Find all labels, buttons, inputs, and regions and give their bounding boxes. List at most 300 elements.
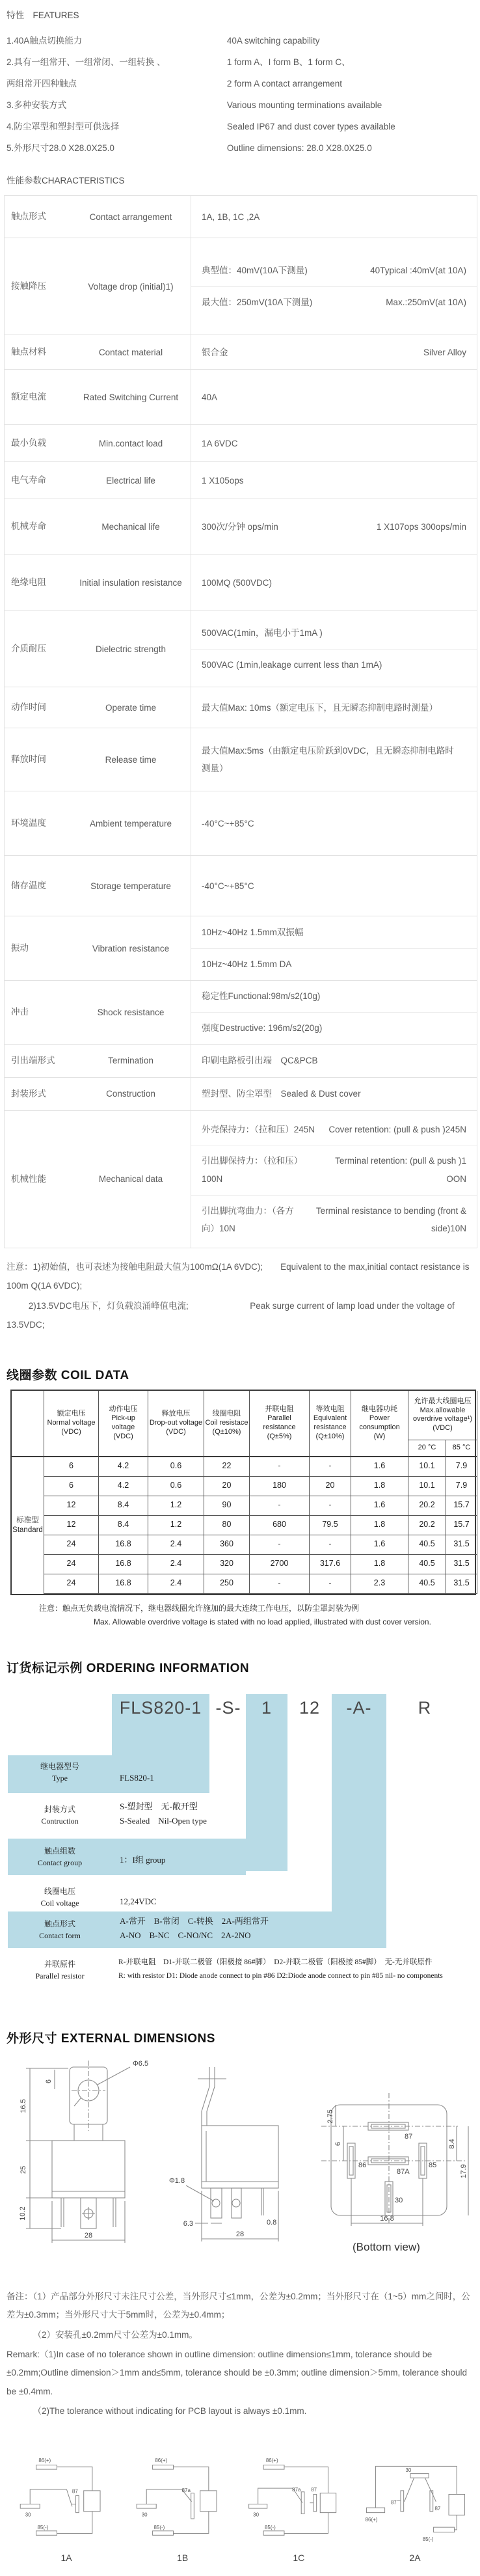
terminal-30-label: 30 — [141, 2512, 148, 2518]
characteristics-row — [5, 499, 477, 555]
characteristic-value-line — [191, 871, 477, 902]
coil-cell-normal-voltage: 24 — [44, 1535, 99, 1555]
coil-cell-parallel-resistance: - — [250, 1457, 310, 1477]
characteristic-value — [191, 196, 477, 238]
characteristics-table — [4, 195, 477, 1248]
feature-item-zh: 5.外形尺寸28.0 X28.0X25.0 — [7, 143, 114, 154]
ordering-label-construction — [10, 1803, 109, 1827]
coil-cell-max-85c: 7.9 — [446, 1477, 477, 1496]
dimensions-heading: 外形尺寸 EXTERNAL DIMENSIONS — [7, 2031, 215, 2046]
coil-cell-max-85c: 7.9 — [446, 1457, 477, 1477]
characteristic-label-zh: 电气寿命 — [11, 475, 46, 486]
characteristic-value — [191, 238, 477, 335]
characteristic-value-line — [191, 618, 477, 649]
coil-cell-power-consumption: 1.8 — [351, 1555, 408, 1574]
characteristic-value-line — [191, 981, 477, 1012]
ordering-value-parallel — [118, 1956, 475, 1982]
dim-8-4-label: 8.4 — [448, 2139, 456, 2149]
value-en: Terminal resistance to bending (front & side)10N — [315, 1205, 466, 1234]
wiring-diagram-2a-svg — [358, 2450, 472, 2548]
label-zh: 触点组数 — [44, 1846, 75, 1856]
characteristic-label — [5, 1111, 191, 1248]
label-en: Coil voltage — [40, 1898, 79, 1908]
characteristic-label-zh: 储存温度 — [11, 881, 46, 891]
feature-item-zh: 4.防尘罩型和塑封型可供选择 — [7, 122, 120, 132]
characteristic-label — [5, 611, 191, 687]
value-en: R: with resistor D1: Diode anode connect to pin #86 D2:Diode anode connect to pin #85 nil- no components — [118, 1971, 443, 1980]
feature-item-zh: 1.40A触点切换能力 — [7, 36, 83, 46]
characteristic-label-zh: 绝缘电阻 — [11, 577, 46, 588]
note-line: 注意：1)初始值，也可表述为接触电阻最大值为100mΩ(1A 6VDC); Equivalent to the max,initial contact resistance is 100m Q(1A 6VDC); — [7, 1261, 470, 1291]
label-zh: 触点形式 — [44, 1919, 75, 1928]
characteristic-label-zh: 额定电流 — [11, 392, 46, 402]
coil-cell-parallel-resistance: - — [250, 1574, 310, 1594]
characteristics-row — [5, 856, 477, 916]
value-zh: 最大值：250mV(10A下测量) — [202, 297, 313, 307]
group-en: Standard — [12, 1526, 43, 1534]
coil-cell-equivalent-resistance: 20 — [310, 1477, 351, 1496]
characteristic-value-line — [191, 735, 477, 784]
header-en: Equivalent resistance — [313, 1414, 347, 1431]
bottom-view-drawing — [321, 2093, 468, 2226]
characteristic-label — [5, 499, 191, 554]
characteristic-label-zh: 振动 — [11, 943, 29, 953]
label-en: Type — [52, 1773, 68, 1783]
feature-item-zh: 2.具有一组常开、一组常闭、一组转换 、 — [7, 57, 166, 68]
characteristic-value-line — [191, 568, 477, 599]
coil-cell-power-consumption: 1.8 — [351, 1477, 408, 1496]
characteristic-value-line — [191, 382, 477, 413]
terminal-86-label: 86(+) — [38, 2458, 51, 2464]
wiring-diagram-2a — [358, 2450, 472, 2563]
coil-cell-max-85c: 31.5 — [446, 1574, 477, 1594]
contact-87-left-label: 87 — [390, 2499, 397, 2506]
wiring-diagrams-section — [9, 2450, 472, 2563]
coil-cell-max-85c: 15.7 — [446, 1496, 477, 1516]
characteristics-heading: 性能参数CHARACTERISTICS — [7, 176, 125, 186]
front-view-labels — [19, 2060, 148, 2240]
characteristic-value-line — [191, 1114, 477, 1145]
dim-hole-label: Φ6.5 — [133, 2059, 149, 2068]
characteristic-value — [191, 335, 477, 369]
feature-item-zh: 两组常开四种触点 — [7, 79, 77, 89]
wiring-caption-1c: 1C — [293, 2553, 305, 2564]
ordering-value-type: FLS820-1 — [120, 1772, 154, 1783]
characteristic-label-en: Storage temperature — [90, 881, 171, 891]
ordering-heading: 订货标记示例 ORDERING INFORMATION — [7, 1661, 250, 1675]
feature-item-en: Various mounting terminations available — [226, 100, 382, 111]
pin-87-label: 87 — [405, 2132, 413, 2141]
feature-item-zh: 3.多种安装方式 — [7, 100, 67, 111]
coil-cell-max-20c: 20.2 — [408, 1516, 446, 1535]
characteristic-label-en: Release time — [105, 754, 157, 765]
code-segment-construction: -S- — [215, 1697, 241, 1718]
characteristic-label-en: Contact material — [98, 347, 163, 357]
label-en: Contruction — [41, 1816, 79, 1826]
dim-16-8-label: 16.8 — [380, 2214, 394, 2223]
characteristic-label — [5, 916, 191, 980]
characteristics-row — [5, 981, 477, 1044]
characteristic-label — [5, 238, 191, 335]
label-zh: 继电器型号 — [40, 1761, 79, 1771]
label-en: Contact group — [37, 1857, 83, 1867]
dim-17-9-label: 17.9 — [460, 2164, 468, 2178]
ordering-label-parallel — [10, 1958, 109, 1982]
coil-cell-max-20c: 40.5 — [408, 1535, 446, 1555]
value-zh: -40°C~+85°C — [202, 881, 254, 891]
characteristic-label — [5, 1045, 191, 1077]
coil-header-parallel-resistance — [250, 1391, 310, 1457]
value-en: 40Typical :40mV(at 10A) — [370, 266, 466, 276]
dim-2-75-label: 2.75 — [327, 2109, 334, 2124]
characteristic-label — [5, 728, 191, 791]
value-en: 1 X107ops 300ops/min — [376, 521, 466, 532]
remark-line: Remark:（1)In case of no tolerance shown in outline dimension: outline dimension≤1mm, tolerance should be ±0.2mm;Outline dimension＞1mm and≤5mm, tolerance should be ±0.3mm; outline dimension＞5mm, tolerance should be ±0.4mm. — [7, 2350, 468, 2396]
characteristic-label-en: Mechanical data — [98, 1173, 163, 1184]
coil-cell-pickup-voltage: 16.8 — [99, 1555, 148, 1574]
code-segment-form: -A- — [346, 1697, 372, 1718]
characteristics-section — [3, 173, 479, 1334]
value-zh: 稳定性Functional:98m/s2(10g) — [202, 991, 321, 1002]
label-en: Contact form — [39, 1930, 81, 1940]
characteristic-value — [191, 916, 477, 980]
terminal-85-label: 85(-) — [153, 2525, 165, 2531]
header-zh: 允许最大线圈电压 — [414, 1397, 472, 1405]
header-en: Max.allowable overdrive voltage¹) (VDC) — [412, 1406, 473, 1432]
coil-cell-pickup-voltage: 16.8 — [99, 1535, 148, 1555]
terminal-85-label: 85(-) — [265, 2525, 276, 2531]
coil-cell-parallel-resistance: 680 — [250, 1516, 310, 1535]
terminal-85-label: 85(-) — [422, 2536, 434, 2543]
value-zh: 10Hz~40Hz 1.5mm DA — [202, 959, 292, 969]
characteristic-label — [5, 856, 191, 916]
header-unit: (Q±5%) — [267, 1432, 292, 1440]
value-zh: 300次/分钟 ops/min — [202, 521, 278, 532]
header-unit: (VDC) — [61, 1427, 81, 1436]
coil-cell-power-consumption: 2.3 — [351, 1574, 408, 1594]
coil-note-en: Max. Allowable overdrive voltage is stated with no load applied, illustrated with dust cover version. — [94, 1617, 431, 1627]
characteristics-row — [5, 370, 477, 425]
coil-cell-pickup-voltage: 16.8 — [99, 1574, 148, 1594]
coil-data-section — [3, 1365, 479, 1630]
highlight-form-column — [332, 1694, 386, 1948]
dim-10-2-label: 10.2 — [19, 2206, 27, 2221]
characteristics-row — [5, 335, 477, 370]
coil-cell-normal-voltage: 6 — [44, 1457, 99, 1477]
characteristic-label-en: Initial insulation resistance — [79, 577, 182, 588]
header-unit: (VDC) — [113, 1432, 133, 1440]
characteristic-value-line — [191, 1045, 477, 1076]
coil-cell-coil-resistance: 22 — [204, 1457, 250, 1477]
characteristic-value — [191, 1045, 477, 1077]
value-zh: 500VAC(1min，漏电小于1mA ) — [202, 628, 323, 638]
code-segment-type: FLS820-1 — [119, 1697, 202, 1718]
characteristic-label — [5, 425, 191, 461]
value-zh: R-并联电阻 D1-并联二极管（阳极接 86#脚） D2-并联二极管（阳极接 85#脚） 无-无并联原件 — [118, 1958, 433, 1966]
characteristics-row — [5, 1111, 477, 1248]
coil-cell-equivalent-resistance: - — [310, 1574, 351, 1594]
coil-cell-pickup-voltage: 4.2 — [99, 1457, 148, 1477]
characteristic-value — [191, 555, 477, 610]
header-en: Coil resistace — [205, 1418, 248, 1427]
coil-cell-normal-voltage: 24 — [44, 1574, 99, 1594]
characteristic-label-zh: 触点形式 — [11, 212, 46, 222]
terminal-86-label: 86(+) — [155, 2458, 167, 2464]
value-zh: 10Hz~40Hz 1.5mm双振幅 — [202, 927, 304, 938]
code-segment-group: 1 — [261, 1697, 273, 1718]
dimension-drawing-svg — [3, 2053, 480, 2268]
code-segment-voltage: 12 — [299, 1697, 321, 1718]
characteristic-value-line — [191, 948, 477, 980]
characteristic-value-line — [191, 428, 477, 459]
header-en: Normal voltage — [47, 1418, 96, 1427]
remark-line: （2）安装孔±0.2mm尺寸公差为±0.1mm。 — [33, 2329, 198, 2340]
dim-28-label: 28 — [235, 2230, 245, 2238]
label-zh: 并联原件 — [44, 1959, 75, 1969]
wiring-diagram-1c — [241, 2450, 356, 2563]
ordering-label-coil-voltage — [10, 1885, 109, 1909]
value-en: Silver Alloy — [423, 347, 466, 357]
feature-item — [7, 51, 476, 73]
coil-header-blank — [12, 1391, 44, 1457]
ordering-label-contact-group — [10, 1845, 109, 1869]
bottom-view-caption: (Bottom view) — [353, 2240, 420, 2253]
ordering-value-contact-form — [120, 1914, 269, 1943]
coil-cell-max-20c: 40.5 — [408, 1574, 446, 1594]
characteristic-label — [5, 462, 191, 499]
wiring-diagram-1c-svg — [241, 2450, 356, 2548]
characteristic-value — [191, 462, 477, 499]
contact-87-right-label: 87 — [434, 2506, 441, 2512]
feature-item — [7, 137, 476, 159]
header-zh: 继电器功耗 — [362, 1405, 397, 1414]
coil-cell-dropout-voltage: 0.6 — [148, 1457, 204, 1477]
header-unit: (Q±10%) — [212, 1427, 241, 1436]
coil-cell-coil-resistance: 90 — [204, 1496, 250, 1516]
characteristic-value — [191, 791, 477, 855]
dim-0-8-label: 0.8 — [267, 2218, 277, 2227]
feature-item — [7, 116, 476, 137]
header-en: Parallel resistance — [263, 1414, 296, 1431]
coil-cell-coil-resistance: 250 — [204, 1574, 250, 1594]
value-en: Terminal retention: (pull & push )1 OON — [335, 1156, 466, 1184]
side-view-labels — [169, 2177, 276, 2238]
characteristic-label-en: Construction — [106, 1088, 155, 1099]
coil-cell-power-consumption: 1.6 — [351, 1457, 408, 1477]
wiring-diagram-1b-svg — [126, 2450, 240, 2548]
value-zh: S-塑封型 无-敞开型 — [120, 1801, 198, 1811]
characteristics-row — [5, 238, 477, 335]
characteristic-label — [5, 1078, 191, 1110]
coil-cell-parallel-resistance: 180 — [250, 1477, 310, 1496]
coil-cell-dropout-voltage: 2.4 — [148, 1555, 204, 1574]
coil-cell-pickup-voltage: 8.4 — [99, 1516, 148, 1535]
value-zh: 1A, 1B, 1C ,2A — [202, 212, 260, 222]
value-zh: 1 X105ops — [202, 475, 244, 486]
characteristic-label-en: Electrical life — [106, 475, 155, 486]
characteristic-label-zh: 介质耐压 — [11, 644, 46, 654]
coil-cell-dropout-voltage: 2.4 — [148, 1574, 204, 1594]
wiring-diagram-1a-svg — [9, 2450, 124, 2548]
characteristics-row — [5, 425, 477, 462]
pin-85-label: 85 — [429, 2161, 437, 2169]
value-en: S-Sealed Nil-Open type — [120, 1816, 207, 1826]
features-heading: 特性 FEATURES — [7, 10, 79, 20]
characteristics-row — [5, 687, 477, 728]
value-zh: 最大值Max: 10ms（额定电压下，且无瞬态抑制电路时测量） — [202, 702, 438, 713]
coil-header-coil-resistance — [204, 1391, 250, 1457]
characteristic-value-line — [191, 255, 477, 286]
header-zh: 动作电压 — [109, 1405, 138, 1414]
remark-line: （2)The tolerance without indicating for PCB layout is always ±0.1mm. — [33, 2406, 307, 2417]
coil-header-normal-voltage — [44, 1391, 99, 1457]
contact-87a-label: 87a — [292, 2487, 301, 2493]
characteristic-label-en: Voltage drop (initial)1) — [88, 281, 174, 292]
coil-subheader-20c: 20 °C — [408, 1440, 446, 1457]
characteristic-value-line — [191, 465, 477, 497]
front-view-drawing — [26, 2061, 130, 2243]
characteristics-notes — [7, 1257, 475, 1334]
contact-87-label: 87 — [72, 2489, 78, 2495]
pin-87a-label: 87A — [397, 2167, 410, 2176]
characteristic-value-line — [191, 808, 477, 840]
characteristic-label-en: Mechanical life — [101, 521, 160, 532]
characteristics-row — [5, 1045, 477, 1078]
characteristic-value-line — [191, 1195, 477, 1244]
characteristic-value-line — [191, 1145, 477, 1194]
code-segment-parallel: R — [418, 1697, 432, 1718]
characteristic-label-zh: 引出端形式 — [11, 1055, 55, 1065]
coil-cell-max-20c: 20.2 — [408, 1496, 446, 1516]
characteristic-label-en: Operate time — [105, 702, 157, 713]
feature-item-en: Outline dimensions: 28.0 X28.0X25.0 — [226, 143, 372, 154]
characteristic-label-zh: 释放时间 — [11, 754, 46, 765]
ordering-section — [3, 1658, 479, 2003]
value-zh: 外壳保持力：（拉和压）245N — [202, 1124, 315, 1134]
dim-16-5-label: 16.5 — [20, 2099, 27, 2113]
characteristic-value — [191, 611, 477, 687]
characteristics-row — [5, 791, 477, 856]
characteristic-label — [5, 555, 191, 610]
coil-header-pickup-voltage — [99, 1391, 148, 1457]
characteristic-label — [5, 791, 191, 855]
characteristic-value — [191, 981, 477, 1043]
characteristic-label-zh: 机械寿命 — [11, 521, 46, 532]
characteristic-label-en: Shock resistance — [97, 1007, 165, 1017]
value-en: Cover retention: (pull & push )245N — [328, 1124, 466, 1134]
contact-87-label: 87 — [311, 2487, 317, 2493]
coil-note-zh: 注意：触点无负载电流情况下，继电器线圈允许施加的最大连续工作电压，以防尘罩封装为例 — [39, 1603, 360, 1613]
coil-cell-max-20c: 40.5 — [408, 1555, 446, 1574]
header-en: Pick-up voltage — [111, 1414, 135, 1431]
value-zh: 引出脚保持力：（拉和压）100N — [202, 1156, 303, 1184]
value-en: A-NO B-NC C-NO/NC 2A-2NO — [120, 1930, 251, 1941]
value-zh: 引出脚抗弯曲力：（各方向）10N — [202, 1205, 294, 1234]
characteristic-label-en: Termination — [108, 1055, 153, 1065]
highlight-group-column — [246, 1694, 287, 1871]
value-zh: -40°C~+85°C — [202, 818, 254, 829]
coil-cell-power-consumption: 1.6 — [351, 1496, 408, 1516]
characteristic-label — [5, 687, 191, 728]
ordering-diagram — [3, 1682, 479, 2003]
coil-cell-pickup-voltage: 4.2 — [99, 1477, 148, 1496]
dim-25-label: 25 — [20, 2165, 27, 2174]
label-zh: 封装方式 — [44, 1804, 75, 1814]
side-view-drawing — [186, 2067, 278, 2241]
dimensions-section — [3, 2029, 479, 2271]
characteristic-label-zh: 封装形式 — [11, 1088, 46, 1099]
characteristic-label-zh: 最小负载 — [11, 438, 46, 448]
note-line: 2)13.5VDC电压下，灯负载浪涌峰值电流; Peak surge current of lamp load under the voltage of 13.5VDC; — [7, 1300, 455, 1330]
pin-86-label: 86 — [358, 2161, 367, 2169]
ordering-label-type — [10, 1761, 109, 1784]
characteristic-value-line — [191, 1078, 477, 1110]
coil-cell-power-consumption: 1.8 — [351, 1516, 408, 1535]
characteristic-value — [191, 1111, 477, 1248]
value-zh: 1A 6VDC — [202, 438, 238, 448]
coil-header-dropout-voltage — [148, 1391, 204, 1457]
characteristic-value-line — [191, 917, 477, 948]
coil-cell-coil-resistance: 360 — [204, 1535, 250, 1555]
header-zh: 并联电阻 — [265, 1405, 294, 1414]
wiring-caption-1b: 1B — [177, 2553, 189, 2564]
dim-6-3-label: 6.3 — [183, 2219, 193, 2228]
coil-cell-coil-resistance: 320 — [204, 1555, 250, 1574]
coil-header-power-consumption — [351, 1391, 408, 1457]
value-zh: 100MQ (500VDC) — [202, 577, 273, 588]
characteristic-value-line — [191, 692, 477, 724]
characteristics-row — [5, 1078, 477, 1111]
characteristic-value — [191, 856, 477, 916]
coil-cell-equivalent-resistance: - — [310, 1457, 351, 1477]
remarks-section — [7, 2288, 475, 2420]
terminal-30-label: 30 — [405, 2467, 412, 2474]
coil-cell-max-20c: 10.1 — [408, 1457, 446, 1477]
feature-item — [7, 94, 476, 116]
dim-6-label: 6 — [334, 2141, 342, 2146]
characteristic-label-zh: 触点材料 — [11, 347, 46, 357]
coil-cell-coil-resistance: 80 — [204, 1516, 250, 1535]
characteristic-label-en: Dielectric strength — [95, 644, 167, 654]
feature-item-en: Sealed IP67 and dust cover types available — [226, 122, 395, 132]
dim-hole-label: Φ1.8 — [169, 2176, 185, 2185]
coil-cell-equivalent-resistance: - — [310, 1535, 351, 1555]
coil-cell-parallel-resistance: - — [250, 1535, 310, 1555]
characteristic-value-line — [191, 649, 477, 681]
characteristic-label — [5, 335, 191, 369]
coil-cell-normal-voltage: 6 — [44, 1477, 99, 1496]
contact-87a-label: 87a — [181, 2487, 191, 2494]
value-zh: 强度Destructive: 196m/s2(20g) — [202, 1023, 323, 1034]
ordering-value-coil-voltage: 12,24VDC — [120, 1896, 157, 1906]
characteristic-value — [191, 425, 477, 461]
coil-cell-equivalent-resistance: 317.6 — [310, 1555, 351, 1574]
label-en: Parallel resistor — [35, 1971, 85, 1980]
dimension-drawings — [3, 2053, 479, 2271]
coil-header-max-overdrive — [408, 1391, 477, 1440]
characteristic-value — [191, 1078, 477, 1110]
header-unit: (VDC) — [166, 1427, 186, 1436]
features-section — [3, 8, 479, 159]
coil-cell-equivalent-resistance: - — [310, 1496, 351, 1516]
characteristic-label-en: Contact arrangement — [89, 212, 172, 222]
characteristics-row — [5, 196, 477, 238]
terminal-86-label: 86(+) — [365, 2517, 378, 2523]
coil-cell-max-20c: 10.1 — [408, 1477, 446, 1496]
coil-header-equivalent-resistance — [310, 1391, 351, 1457]
feature-item-en: 2 form A contact arrangement — [226, 79, 342, 89]
coil-cell-parallel-resistance: 2700 — [250, 1555, 310, 1574]
